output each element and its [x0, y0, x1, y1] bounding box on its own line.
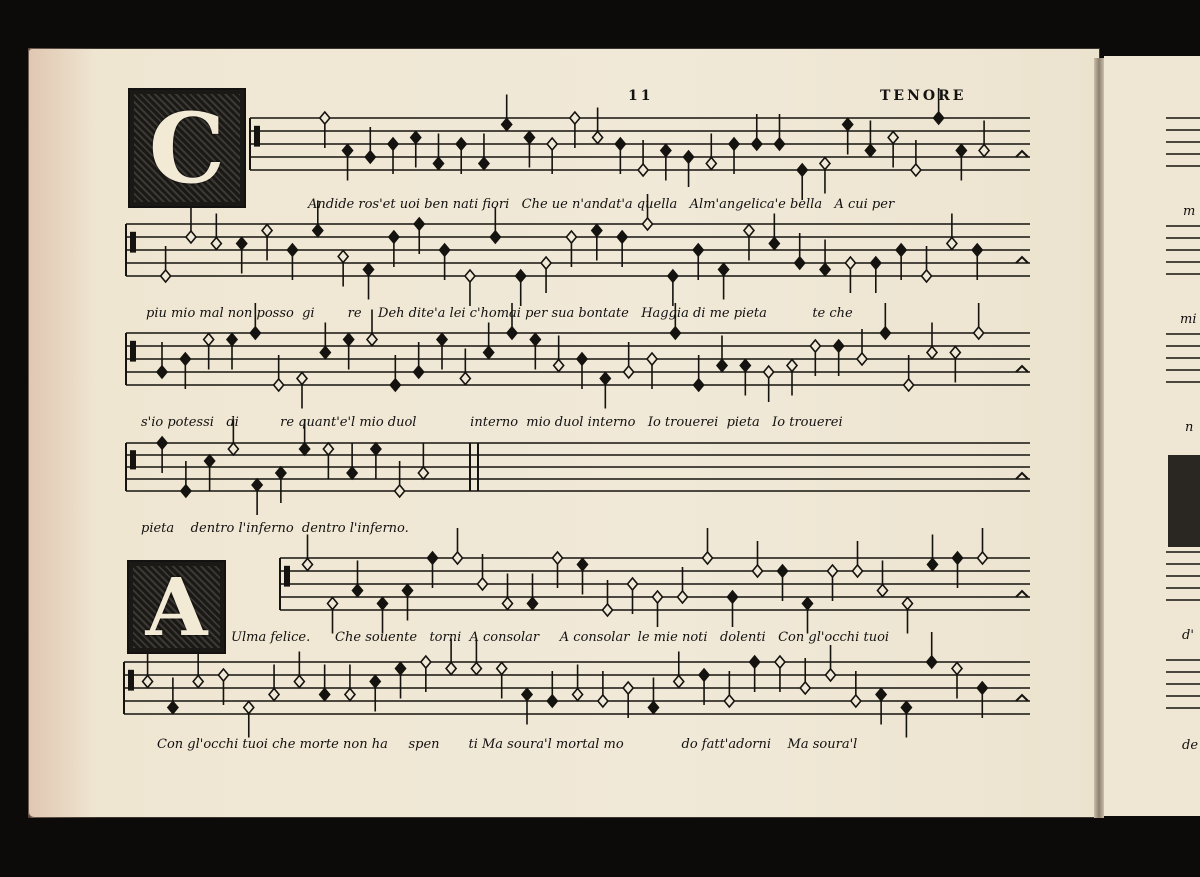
- note-head-icon: [979, 145, 989, 157]
- custos-icon: [1016, 366, 1028, 372]
- note-head-icon: [157, 366, 167, 378]
- note-head-icon: [428, 552, 438, 564]
- note-head-icon: [365, 151, 375, 163]
- note-head-icon: [244, 702, 254, 714]
- note-head-icon: [903, 598, 913, 610]
- note-head-icon: [524, 132, 534, 144]
- note-head-icon: [418, 467, 428, 479]
- note-head-icon: [507, 327, 517, 339]
- lyric-line-6: Con gl'occhi tuoi che morte non ha spen ti Ma soura'l mortal mo do fatt'adorni Ma soura'l: [157, 737, 858, 752]
- note-head-icon: [181, 485, 191, 497]
- note-head-icon: [775, 656, 785, 668]
- note-head-icon: [684, 151, 694, 163]
- note-head-icon: [554, 360, 564, 372]
- note-head-icon: [161, 270, 171, 282]
- note-head-icon: [880, 327, 890, 339]
- lyric-line-5: Ulma felice. Che souente torni A consolar A consolar le mie noti dolenti Con gl'occhi tuoi: [231, 630, 890, 645]
- note-head-icon: [724, 695, 734, 707]
- note-head-icon: [269, 689, 279, 701]
- note-head-icon: [857, 353, 867, 365]
- note-head-icon: [490, 231, 500, 243]
- clef-c-icon: [284, 566, 290, 587]
- note-head-icon: [803, 598, 813, 610]
- note-head-icon: [753, 565, 763, 577]
- note-head-icon: [389, 231, 399, 243]
- note-head-icon: [871, 257, 881, 269]
- facing-fragment-2: mi: [1180, 312, 1197, 327]
- note-head-icon: [353, 585, 363, 597]
- note-head-icon: [617, 231, 627, 243]
- note-head-icon: [851, 695, 861, 707]
- note-head-icon: [297, 373, 307, 385]
- note-head-icon: [728, 591, 738, 603]
- note-head-icon: [668, 270, 678, 282]
- note-head-icon: [787, 360, 797, 372]
- note-head-icon: [364, 264, 374, 276]
- note-head-icon: [478, 578, 488, 590]
- note-head-icon: [853, 565, 863, 577]
- note-head-icon: [927, 347, 937, 359]
- note-head-icon: [313, 225, 323, 237]
- note-head-icon: [237, 238, 247, 250]
- note-head-icon: [553, 552, 563, 564]
- note-head-icon: [370, 676, 380, 688]
- note-head-icon: [453, 552, 463, 564]
- note-head-icon: [778, 565, 788, 577]
- facing-fragment-1: m: [1183, 204, 1196, 219]
- note-head-icon: [956, 145, 966, 157]
- note-head-icon: [750, 656, 760, 668]
- note-head-icon: [977, 682, 987, 694]
- note-head-icon: [706, 158, 716, 170]
- note-head-icon: [345, 689, 355, 701]
- custos-icon: [1016, 151, 1028, 157]
- lyric-line-3: s'io potessi di re quant'e'l mio duol interno mio duol interno Io trouerei pieta Io trouerei: [141, 415, 843, 430]
- note-head-icon: [896, 244, 906, 256]
- note-head-icon: [647, 353, 657, 365]
- note-head-icon: [411, 132, 421, 144]
- note-head-icon: [904, 379, 914, 391]
- note-head-icon: [446, 663, 456, 675]
- note-head-icon: [541, 257, 551, 269]
- note-head-icon: [615, 138, 625, 150]
- note-head-icon: [693, 244, 703, 256]
- note-head-icon: [371, 443, 381, 455]
- note-head-icon: [810, 340, 820, 352]
- note-head-icon: [456, 138, 466, 150]
- note-head-icon: [193, 676, 203, 688]
- note-head-icon: [547, 695, 557, 707]
- note-head-icon: [378, 598, 388, 610]
- note-head-icon: [670, 327, 680, 339]
- note-head-icon: [274, 379, 284, 391]
- note-head-icon: [168, 702, 178, 714]
- note-head-icon: [972, 244, 982, 256]
- note-head-icon: [820, 264, 830, 276]
- note-head-icon: [603, 604, 613, 616]
- note-head-icon: [820, 158, 830, 170]
- note-head-icon: [396, 663, 406, 675]
- note-head-icon: [694, 379, 704, 391]
- note-head-icon: [928, 559, 938, 571]
- note-head-icon: [287, 244, 297, 256]
- note-head-icon: [592, 225, 602, 237]
- note-head-icon: [143, 676, 153, 688]
- note-head-icon: [878, 585, 888, 597]
- note-head-icon: [876, 689, 886, 701]
- note-head-icon: [211, 238, 221, 250]
- note-head-icon: [740, 360, 750, 372]
- lyric-line-1: Andide ros'et uoi ben nati fiori Che ue n'andat'a quella Alm'angelica'e bella A cui per: [308, 197, 895, 212]
- note-head-icon: [744, 225, 754, 237]
- custos-icon: [1016, 473, 1028, 479]
- note-head-icon: [323, 443, 333, 455]
- note-head-icon: [661, 145, 671, 157]
- note-head-icon: [573, 689, 583, 701]
- note-head-icon: [414, 218, 424, 230]
- note-head-icon: [653, 591, 663, 603]
- facing-fragment-5: de: [1182, 738, 1199, 753]
- note-head-icon: [320, 689, 330, 701]
- clef-c-icon: [128, 670, 134, 691]
- note-head-icon: [338, 251, 348, 263]
- note-head-icon: [598, 695, 608, 707]
- note-head-icon: [300, 443, 310, 455]
- note-head-icon: [674, 676, 684, 688]
- woodcut-initial-a: A: [127, 560, 226, 654]
- note-head-icon: [922, 270, 932, 282]
- note-head-icon: [795, 257, 805, 269]
- note-head-icon: [294, 676, 304, 688]
- clef-c-icon: [130, 232, 136, 253]
- note-head-icon: [648, 702, 658, 714]
- note-head-icon: [522, 689, 532, 701]
- note-head-icon: [577, 353, 587, 365]
- custos-icon: [1016, 695, 1028, 701]
- facing-fragment-3: n: [1185, 420, 1194, 435]
- note-head-icon: [205, 455, 215, 467]
- note-head-icon: [911, 164, 921, 176]
- facing-fragment-4: d': [1182, 628, 1194, 643]
- lyric-line-2: piu mio mal non posso gi re Deh dite'a lei c'homai per sua bontate Haggia di me pieta te che: [146, 306, 853, 321]
- note-head-icon: [344, 334, 354, 346]
- note-head-icon: [437, 334, 447, 346]
- note-head-icon: [729, 138, 739, 150]
- note-head-icon: [566, 231, 576, 243]
- note-head-icon: [834, 340, 844, 352]
- note-head-icon: [303, 559, 313, 571]
- note-head-icon: [465, 270, 475, 282]
- note-head-icon: [528, 598, 538, 610]
- note-head-icon: [227, 334, 237, 346]
- note-head-icon: [638, 164, 648, 176]
- note-head-icon: [888, 132, 898, 144]
- note-head-icon: [157, 437, 167, 449]
- note-head-icon: [927, 656, 937, 668]
- page-number: 11: [628, 88, 654, 104]
- note-head-icon: [367, 334, 377, 346]
- note-head-icon: [624, 366, 634, 378]
- note-head-icon: [717, 360, 727, 372]
- note-head-icon: [699, 669, 709, 681]
- note-head-icon: [320, 112, 330, 124]
- note-head-icon: [484, 347, 494, 359]
- note-head-icon: [320, 347, 330, 359]
- note-head-icon: [593, 132, 603, 144]
- note-head-icon: [503, 598, 513, 610]
- note-head-icon: [947, 238, 957, 250]
- note-head-icon: [843, 119, 853, 131]
- note-head-icon: [390, 379, 400, 391]
- note-head-icon: [950, 347, 960, 359]
- note-head-icon: [180, 353, 190, 365]
- note-head-icon: [978, 552, 988, 564]
- note-head-icon: [600, 373, 610, 385]
- note-head-icon: [703, 552, 713, 564]
- note-head-icon: [826, 669, 836, 681]
- note-head-icon: [974, 327, 984, 339]
- note-head-icon: [865, 145, 875, 157]
- note-head-icon: [186, 231, 196, 243]
- note-head-icon: [218, 669, 228, 681]
- note-head-icon: [530, 334, 540, 346]
- note-head-icon: [497, 663, 507, 675]
- note-head-icon: [952, 663, 962, 675]
- note-head-icon: [570, 112, 580, 124]
- note-head-icon: [204, 334, 214, 346]
- custos-icon: [1016, 257, 1028, 263]
- note-head-icon: [845, 257, 855, 269]
- note-head-icon: [388, 138, 398, 150]
- note-head-icon: [262, 225, 272, 237]
- note-head-icon: [752, 138, 762, 150]
- note-head-icon: [678, 591, 688, 603]
- note-head-icon: [276, 467, 286, 479]
- note-head-icon: [460, 373, 470, 385]
- note-head-icon: [228, 443, 238, 455]
- note-head-icon: [628, 578, 638, 590]
- note-head-icon: [403, 585, 413, 597]
- note-head-icon: [343, 145, 353, 157]
- note-head-icon: [623, 682, 633, 694]
- note-head-icon: [516, 270, 526, 282]
- note-head-icon: [797, 164, 807, 176]
- note-head-icon: [901, 702, 911, 714]
- note-head-icon: [774, 138, 784, 150]
- lyric-line-4: pieta dentro l'inferno dentro l'inferno.: [141, 521, 409, 536]
- note-head-icon: [421, 656, 431, 668]
- note-head-icon: [479, 158, 489, 170]
- note-head-icon: [252, 479, 262, 491]
- clef-c-icon: [254, 126, 260, 147]
- note-head-icon: [471, 663, 481, 675]
- note-head-icon: [769, 238, 779, 250]
- custos-icon: [1016, 591, 1028, 597]
- woodcut-initial-c: C: [128, 88, 246, 208]
- note-head-icon: [347, 467, 357, 479]
- note-head-icon: [828, 565, 838, 577]
- clef-c-icon: [130, 341, 136, 362]
- note-head-icon: [433, 158, 443, 170]
- note-head-icon: [328, 598, 338, 610]
- note-head-icon: [953, 552, 963, 564]
- note-head-icon: [578, 559, 588, 571]
- note-head-icon: [800, 682, 810, 694]
- note-head-icon: [414, 366, 424, 378]
- note-head-icon: [395, 485, 405, 497]
- note-head-icon: [250, 327, 260, 339]
- note-head-icon: [934, 112, 944, 124]
- note-head-icon: [440, 244, 450, 256]
- note-head-icon: [764, 366, 774, 378]
- facing-woodcut-initial: [1168, 455, 1200, 547]
- note-head-icon: [643, 218, 653, 230]
- note-head-icon: [502, 119, 512, 131]
- clef-c-icon: [130, 450, 136, 469]
- note-head-icon: [719, 264, 729, 276]
- voice-part-title: TENORE: [880, 88, 967, 104]
- note-head-icon: [547, 138, 557, 150]
